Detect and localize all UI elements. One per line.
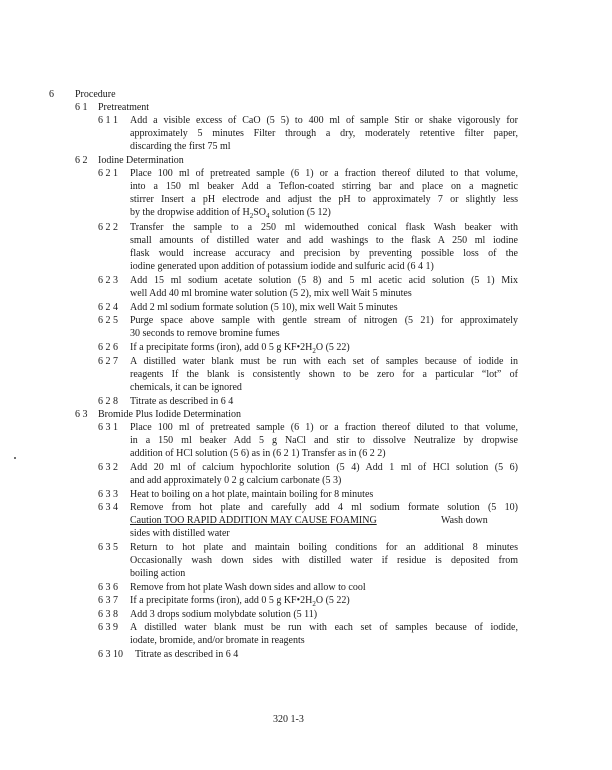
step-number: 6 3 6 xyxy=(98,582,118,593)
step-text-line: If a precipitate forms (iron), add 0 5 g $KF•2H_2O$ (5 22) xyxy=(130,342,350,355)
step-number: 6 3 5 xyxy=(98,542,118,553)
step-text-line: Remove from hot plate Wash down sides and allow to cool xyxy=(130,582,366,593)
step-text-line: Occasionally wash down sides with distilled water if residue is deposited from xyxy=(130,555,518,566)
section-number: 6 xyxy=(49,89,54,100)
step-number: 6 1 1 xyxy=(98,115,118,126)
step-text-line: Place 100 ml of pretreated sample (6 1) or a fraction thereof diluted to that volume, xyxy=(130,422,518,433)
step-number: 6 3 3 xyxy=(98,489,118,500)
caution-warning: Caution TOO RAPID ADDITION MAY CAUSE FOAMING xyxy=(130,515,377,526)
step-text-line: Wash down xyxy=(441,515,488,526)
step-text-line: discarding the first 75 ml xyxy=(130,141,231,152)
subsection-number: 6 1 xyxy=(75,102,88,113)
step-text-line: A distilled water blank must be run with each set of samples because of iodide, xyxy=(130,622,518,633)
step-text-line: Add 20 ml of calcium hypochlorite solution (5 4) Add 1 ml of HCl solution (5 6) xyxy=(130,462,518,473)
step-text-line: flask would increase accuracy and precision by preventing possible loss of the xyxy=(130,248,518,259)
step-text-line: If a precipitate forms (iron), add 0 5 g $KF•2H_2O$ (5 22) xyxy=(130,595,350,608)
step-text-line: Add 15 ml sodium acetate solution (5 8) and 5 ml acetic acid solution (5 1) Mix xyxy=(130,275,518,286)
step-text-line: in a 150 ml beaker Add 5 g NaCl and stir to dissolve Neutralize by dropwise xyxy=(130,435,518,446)
step-text-line: Return to hot plate and maintain boiling conditions for an additional 8 minutes xyxy=(130,542,518,553)
step-number: 6 3 4 xyxy=(98,502,118,513)
step-number: 6 3 2 xyxy=(98,462,118,473)
step-text-line: approximately 5 minutes Filter through a dry, moderately retentive filter paper, xyxy=(130,128,518,139)
step-number: 6 2 4 xyxy=(98,302,118,313)
step-text-line: Transfer the sample to a 250 ml widemouthed conical flask Wash beaker with xyxy=(130,222,518,233)
subsection-number: 6 3 xyxy=(75,409,88,420)
step-text-line: Heat to boiling on a hot plate, maintain boiling for 8 minutes xyxy=(130,489,374,500)
step-text-line: chemicals, it can be ignored xyxy=(130,382,242,393)
step-text-line: small amounts of distilled water and add washings to the flask A 250 ml iodine xyxy=(130,235,518,246)
step-text-line: by the dropwise addition of $H_2SO_4$ solution (5 12) xyxy=(130,207,331,220)
step-text-line: reagents If the blank is consistently shown to be zero for a particular “lot” of xyxy=(130,369,518,380)
step-text-line: iodine generated upon addition of potassium iodide and sulfuric acid (6 4 1) xyxy=(130,261,434,272)
step-number: 6 2 7 xyxy=(98,356,118,367)
step-number: 6 3 10 xyxy=(98,649,123,660)
step-text-line: A distilled water blank must be run with each set of samples because of iodide in xyxy=(130,356,518,367)
step-number: 6 2 1 xyxy=(98,168,118,179)
step-text-line: 30 seconds to remove bromine fumes xyxy=(130,328,280,339)
step-text-line: Add a visible excess of CaO (5 5) to 400 ml of sample Stir or shake vigorously for xyxy=(130,115,518,126)
step-text-line: Titrate as described in 6 4 xyxy=(130,396,234,407)
subsection-number: 6 2 xyxy=(75,155,88,166)
step-number: 6 2 5 xyxy=(98,315,118,326)
caution-text xyxy=(130,514,377,527)
subsection-title: Iodine Determination xyxy=(98,155,184,166)
step-text-line: Titrate as described in 6 4 xyxy=(135,649,239,660)
step-number: 6 2 2 xyxy=(98,222,118,233)
step-text-line: Add 2 ml sodium formate solution (5 10), mix well Wait 5 minutes xyxy=(130,302,398,313)
step-text-line: sides with distilled water xyxy=(130,528,230,539)
page-number: 320 1-3 xyxy=(273,714,304,725)
stray-mark xyxy=(14,457,16,459)
step-text-line: stirrer Insert a pH electrode and adjust the pH to approximately 7 or slightly less xyxy=(130,194,518,205)
step-number: 6 3 1 xyxy=(98,422,118,433)
subsection-title: Bromide Plus Iodide Determination xyxy=(98,409,242,420)
step-text-line: boiling action xyxy=(130,568,186,579)
step-text-line: and add approximately 0 2 g calcium carbonate (5 3) xyxy=(130,475,342,486)
step-number: 6 3 8 xyxy=(98,609,118,620)
section-title: Procedure xyxy=(75,89,116,100)
step-text-line: Purge space above sample with gentle stream of nitrogen (5 21) for approximately xyxy=(130,315,518,326)
step-text-line: Remove from hot plate and carefully add 4 ml sodium formate solution (5 10) xyxy=(130,502,518,513)
step-text-line: well Add 40 ml bromine water solution (5 2), mix well Wait 5 minutes xyxy=(130,288,412,299)
step-number: 6 2 6 xyxy=(98,342,118,353)
subsection-title: Pretreatment xyxy=(98,102,150,113)
step-text-line: into a 150 ml beaker Add a Teflon-coated stirring bar and place on a magnetic xyxy=(130,181,518,192)
step-text-line: addition of HCl solution (5 6) as in (6 2 1) Transfer as in (6 2 2) xyxy=(130,448,386,459)
step-number: 6 3 7 xyxy=(98,595,118,606)
step-text-line: Place 100 ml of pretreated sample (6 1) or a fraction thereof diluted to that volume, xyxy=(130,168,518,179)
step-number: 6 2 3 xyxy=(98,275,118,286)
step-text-line: Add 3 drops sodium molybdate solution (5 11) xyxy=(130,609,318,620)
step-text-line: iodate, bromide, and/or bromate in reagents xyxy=(130,635,305,646)
step-number: 6 3 9 xyxy=(98,622,118,633)
step-number: 6 2 8 xyxy=(98,396,118,407)
